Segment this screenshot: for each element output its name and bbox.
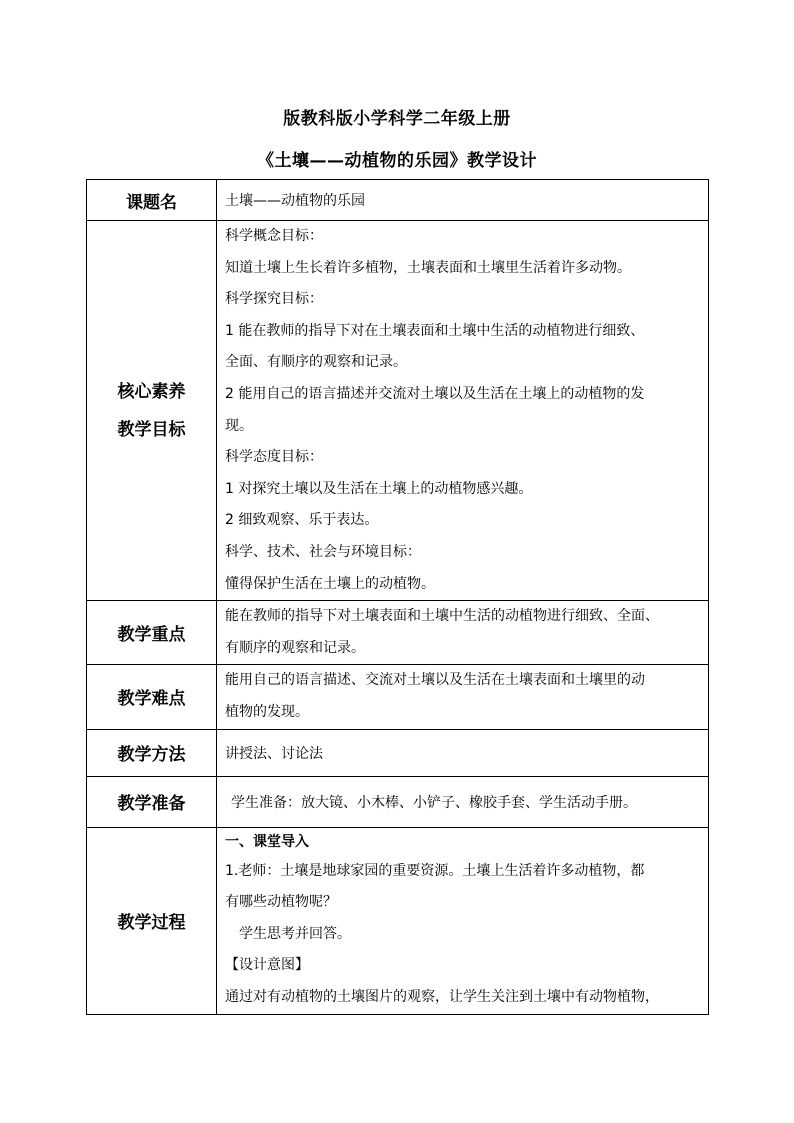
process-line: 学生思考并回答。 xyxy=(239,925,351,942)
table-row-process xyxy=(87,827,709,1014)
process-line: 1.老师：土壤是地球家园的重要资源。土壤上生活着许多动植物，都 xyxy=(225,862,645,879)
lesson-plan-table xyxy=(86,179,709,1015)
table-row-methods xyxy=(87,729,709,776)
goals-line: 1 能在教师的指导下对在土壤表面和土壤中生活的动植物进行细致、 xyxy=(225,322,645,339)
process-label: 教学过程 xyxy=(87,827,217,1014)
process-section-heading: 一、课堂导入 xyxy=(225,833,309,850)
goals-line: 知道土壤上生长着许多植物，土壤表面和土壤里生活着许多动物。 xyxy=(225,259,631,276)
difficulties-label: 教学难点 xyxy=(87,665,217,729)
goals-line: 懂得保护生活在土壤上的动植物。 xyxy=(225,575,435,592)
process-line: 通过对有动植物的土壤图片的观察，让学生关注到土壤中有动物植物， xyxy=(225,988,659,1005)
goals-label-line1: 核心素养 xyxy=(117,381,186,402)
process-line: 【设计意图】 xyxy=(225,957,309,974)
goals-line: 2 细致观察、乐于表达。 xyxy=(225,512,379,529)
preparation-value: 学生准备：放大镜、小木棒、小铲子、橡胶手套、学生活动手册。 xyxy=(217,776,709,827)
goals-line: 2 能用自己的语言描述并交流对土壤以及生活在土壤上的动植物的发 xyxy=(225,385,645,402)
goals-line: 科学、技术、社会与环境目标： xyxy=(225,543,421,560)
document-subtitle: 《土壤——动植物的乐园》教学设计 xyxy=(257,151,537,171)
goals-label-line2: 教学目标 xyxy=(117,419,186,440)
goals-line: 科学概念目标： xyxy=(225,228,323,244)
goals-content xyxy=(217,221,709,601)
preparation-label: 教学准备 xyxy=(87,776,217,827)
table-row-key-points xyxy=(87,601,709,665)
key-points-line: 能在教师的指导下对土壤表面和土壤中生活的动植物进行细致、全面、 xyxy=(225,608,659,625)
key-points-label: 教学重点 xyxy=(87,601,217,665)
goals-line: 科学探究目标： xyxy=(225,291,323,308)
table-row-topic xyxy=(87,180,709,221)
goals-line: 现。 xyxy=(225,417,253,434)
difficulties-line: 植物的发现。 xyxy=(225,703,309,720)
process-line: 有哪些动植物呢？ xyxy=(225,894,337,911)
goals-line: 全面、有顺序的观察和记录。 xyxy=(225,354,407,371)
methods-value: 讲授法、讨论法 xyxy=(217,729,709,776)
process-content xyxy=(217,827,709,1014)
key-points-content xyxy=(217,601,709,665)
key-points-line: 有顺序的观察和记录。 xyxy=(225,639,365,656)
methods-label: 教学方法 xyxy=(87,729,217,776)
topic-label: 课题名 xyxy=(87,180,217,221)
goals-line: 1 对探究土壤以及生活在土壤上的动植物感兴趣。 xyxy=(225,480,533,497)
difficulties-content xyxy=(217,665,709,729)
document-title: 版教科版小学科学二年级上册 xyxy=(283,109,511,129)
table-row-goals xyxy=(87,221,709,601)
table-row-preparation xyxy=(87,776,709,827)
topic-value: 土壤——动植物的乐园 xyxy=(217,180,709,221)
goals-label xyxy=(87,221,217,601)
difficulties-line: 能用自己的语言描述、交流对土壤以及生活在土壤表面和土壤里的动 xyxy=(225,672,645,689)
goals-line: 科学态度目标： xyxy=(225,449,323,466)
table-row-difficulties xyxy=(87,665,709,729)
